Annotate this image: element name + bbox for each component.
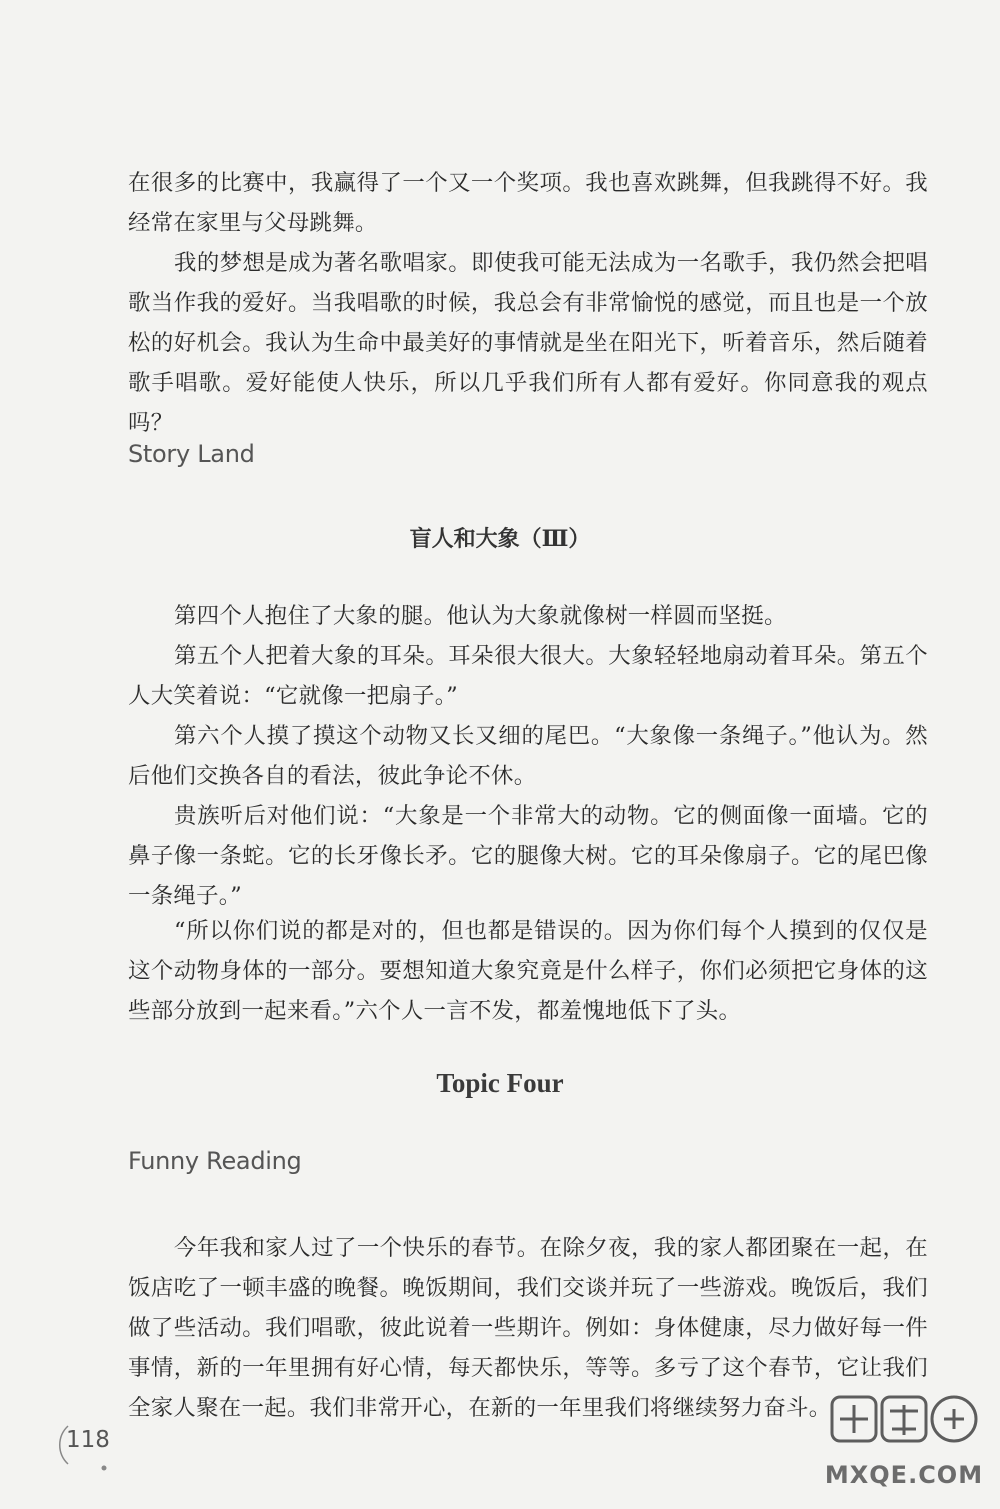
story-paragraph-3: 第六个人摸了摸这个动物又长又细的尾巴。“大象像一条绳子。”他认为。然后他们交换各自的看法，彼此争论不休。 — [128, 723, 928, 789]
paragraph-hobby-end: 在很多的比赛中，我赢得了一个又一个奖项。我也喜欢跳舞，但我跳得不好。我经常在家里与父母跳舞。 — [128, 170, 928, 236]
topic-title: Topic Four — [436, 1068, 564, 1098]
page-number: 118 — [66, 1427, 110, 1453]
topic-paragraph: 今年我和家人过了一个快乐的春节。在除夕夜，我的家人都团聚在一起，在饭店吃了一顿丰盛的晚餐。晚饭期间，我们交谈并玩了一些游戏。晚饭后，我们做了些活动。我们唱歌，彼此说着一些期许。例如：身体健康，尽力做好每一件事情，新的一年里拥有好心情，每天都快乐，等等。多亏了这个春节，它让我们全家人聚在一起。我们非常开心，在新的一年里我们将继续努力奋斗。 — [128, 1235, 928, 1421]
story-paragraph-4: 贵族听后对他们说：“大象是一个非常大的动物。它的侧面像一面墙。它的鼻子像一条蛇。它的长牙像长矛。它的腿像大树。它的耳朵像扇子。它的尾巴像一条绳子。” — [128, 803, 928, 909]
watermark-logo — [824, 1391, 984, 1501]
section-label-story-land: Story Land — [128, 440, 255, 468]
paragraph-dream: 我的梦想是成为著名歌唱家。即使我可能无法成为一名歌手，我仍然会把唱歌当作我的爱好。当我唱歌的时候，我总会有非常愉悦的感觉，而且也是一个放松的好机会。我认为生命中最美好的事情就是坐在阳光下，听着音乐，然后随着歌手唱歌。爱好能使人快乐，所以几乎我们所有人都有爱好。你同意我的观点吗？ — [128, 250, 928, 436]
story-paragraph-2: 第五个人把着大象的耳朵。耳朵很大很大。大象轻轻地扇动着耳朵。第五个人大笑着说：“它就像一把扇子。” — [128, 643, 928, 709]
story-paragraph-5: “所以你们说的都是对的，但也都是错误的。因为你们每个人摸到的仅仅是这个动物身体的一部分。要想知道大象究竟是什么样子，你们必须把它身体的这些部分放到一起来看。”六个人一言不发，都羞愧地低下了头。 — [128, 918, 928, 1024]
story-title: 盲人和大象（Ⅲ） — [409, 526, 591, 552]
svg-text:MXQE.COM: MXQE.COM — [824, 1461, 984, 1489]
story-paragraph-1: 第四个人抱住了大象的腿。他认为大象就像树一样圆而坚挺。 — [174, 603, 787, 629]
section-label-funny-reading: Funny Reading — [128, 1147, 302, 1175]
